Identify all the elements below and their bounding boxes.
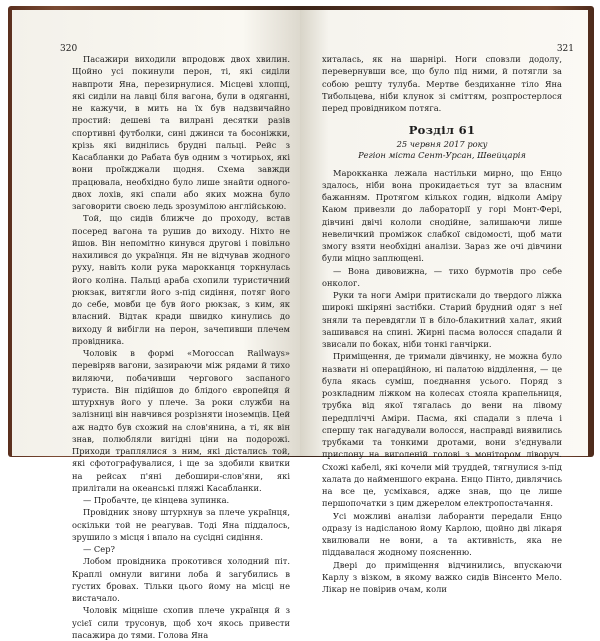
paragraph: — Сер? xyxy=(83,544,115,554)
paragraph: Чоловік міцніше схопив плече українця й з усієї сили трусонув, щоб хоч якось привести пасажира до тями. Голова Яна xyxy=(72,605,290,640)
paragraph: Лобом провідника прокотився холодний піт. Краплі омнули вигини лоба й загубились в густих бровах. Тільки цього йому на місці не вистачало. xyxy=(72,556,290,603)
chapter-date: 25 червня 2017 року xyxy=(396,138,488,149)
paragraph: Провідник знову штурхнув за плече українця, оскільки той не реагував. Тоді Яна піддалось, зрушило з місця і впало на сусідні сидіння. xyxy=(72,507,290,542)
left-page xyxy=(12,10,300,640)
right-page-text xyxy=(322,53,562,595)
paragraph: хиталась, як на шарнірі. Ноги сповзли додолу, перевернувши все, що було під ними, й потягли за собою решту тулуба. Мертве бездиханне тіло Яна Тибольцева, ніби клунок зі сміттям, розпростерлося перед провідником потяга. xyxy=(322,54,562,113)
paragraph: Приміщення, де тримали дівчинку, не можна було назвати ні операційною, ні палатою відділення, — це була якась суміш, поєднання усього. Поряд з розкладним ліжком на колесах стояла крапельниця, трубка від якої тягалась до вени на лівому передпліччі Аміри. Пасма, які спадали з плеча і спершу так нагадували волосся, насправді виявились трубками та тонкими дротами, вони з'єднували прислону на виголеній голові з монітором ліворуч. Схожі кабелі, які кочели мій труддей, тягнулися з-під халата до найменшого екрана. Енцо Пінто, дивлячись на все це, усміхався, адже знав, що це лише першопочатки з цим джерелом електропостачання. xyxy=(322,351,562,509)
chapter-heading xyxy=(322,124,562,160)
paragraph: Той, що сидів ближче до проходу, встав посеред вагона та рушив до виходу. Ніхто не йшов. Він непомітно кинувся другові і повільно нахилився до українця. Ян не відчував жодного руху, навіть коли рука марокканця торкнулась його коліна. Пальці араба схопили туристичний рюкзак, витягли його з-під сидіння, потяг його до себе, мовби це був його рюкзак, з ким, як власний. Відтак кради швидко кинулись до виходу й вибігли на перон, зачепивши плечем провідника. xyxy=(72,213,290,346)
paragraph: Чоловік в формі «Moroccan Railways» перевіряв вагони, зазираючи між рядами й тихо виляючи, побачивши чергового заспаного туриста. Він підійшов до блідого європейця й штурхнув його у плече. За роки служби на залізниці він навчився розрізняти іноземців. Цей аж надто був схожий на слов'янина, а ті, як він знав, полюбляли вигідні ціни на подорожі. Приходи траплялися з ним, які дістались той, які сфотографувалися, і ще за здобили квитки на рейсах п'яні дебошири-слов'яни, які прилітали на океанські пляжі Касабланки. xyxy=(72,348,290,493)
paragraph: Руки та ноги Аміри притискали до твердого ліжка широкі шкіряні застібки. Старий брудний одяг з неї зняли та перевдягли її в біло-блакитний халат, який зашивався на спині. Жирні пасма волосся спадали й звисали по боках, ніби тонкі ганчірки. xyxy=(322,290,562,349)
paragraph: — Вона дивовижна, — тихо бурмотів про себе онколог. xyxy=(322,265,562,288)
left-page-text xyxy=(72,53,290,641)
paragraph: Усі можливі аналізи лаборанти передали Енцо одразу із надісланою йому Карлою, щойно дві лікаря хвилювали не вони, а та активність, яка не піддавалася жодному поясненню. xyxy=(322,510,562,558)
paragraph: Двері до приміщення відчинились, впускаючи Карлу з візком, в якому важко сидів Вінсенто Мело. Лікар не повірив очам, коли xyxy=(322,559,562,594)
right-page xyxy=(300,10,588,594)
paragraph: Марокканка лежала настільки мирно, що Енцо здалось, ніби вона прокидається тут за власним бажанням. Протягом кількох годин, відколи Аміру Каюм привезли до лабораторії у горі Монт-Фері, дівчині двічі кололи снодійне, залишаючи лише невеличкий проміжок слабкої свідомості, щоб мати змогу взяти необхідні аналізи. Зараз же очі дівчини були міцно заплющені. xyxy=(322,167,562,264)
chapter-place: Регіон міста Сент-Урсан, Швейцарія xyxy=(358,149,526,160)
chapter-title: Розділ 61 xyxy=(408,123,476,138)
paragraph: — Пробачте, це кінцева зупинка. xyxy=(83,495,230,505)
page-number: 321 xyxy=(556,44,574,54)
paragraph: Пасажири виходили впродовж двох хвилин. Щойно усі покинули перон, ті, які сиділи навпроти Яна, перезирнулися. Місцеві хлопці, які сиділи на лавці біля вагона, були в одяганні, не кажучи, в мить на їх був надзвичайно простий: дешеві та вилрані десятки разів спортивні футболки, сині джинси та босоніжки, крізь які виднілись брудні пальці. Рейс з Касабланки до Рабата був одним з чотирьох, які вони проїжджали щодня. Схема завжди працювала, необхідно було лише знайти одного-двох лохів, які спали або яких можна було заговорити своєю ледь зрозумілою англійською. xyxy=(72,54,290,211)
page-number: 320 xyxy=(60,44,78,54)
